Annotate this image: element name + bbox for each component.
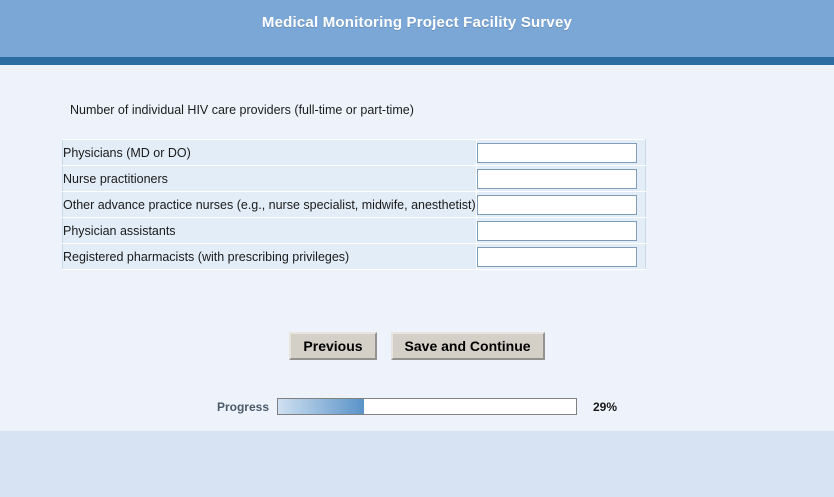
progress-section [0,398,834,415]
row-label: Nurse practitioners [63,166,477,192]
row-label: Registered pharmacists (with prescribing privileges) [63,244,477,270]
table-row [63,244,646,270]
row-field-cell [476,166,645,192]
row-field-cell [476,140,645,166]
page-header [0,0,834,57]
physicians-input[interactable] [477,143,637,163]
row-field-cell [476,192,645,218]
form-actions [0,332,834,360]
advance-practice-nurses-input[interactable] [477,195,637,215]
progress-bar-fill [278,399,364,414]
table-row [63,192,646,218]
row-field-cell [476,218,645,244]
physician-assistants-input[interactable] [477,221,637,241]
progress-label: Progress [216,399,269,414]
survey-content [0,65,834,431]
row-label: Other advance practice nurses (e.g., nurse specialist, midwife, anesthetist) [63,192,477,218]
save-and-continue-button[interactable]: Save and Continue [391,332,545,360]
header-divider [0,57,834,65]
page-title: Medical Monitoring Project Facility Survey [261,14,573,31]
nurse-practitioners-input[interactable] [477,169,637,189]
page-footer [0,431,834,497]
row-label: Physician assistants [63,218,477,244]
progress-percent: 29% [593,399,618,414]
table-row [63,218,646,244]
table-row [63,166,646,192]
provider-counts-table [62,139,646,270]
previous-button[interactable]: Previous [289,332,376,360]
table-row [63,140,646,166]
row-label: Physicians (MD or DO) [63,140,477,166]
progress-bar [277,398,577,415]
registered-pharmacists-input[interactable] [477,247,637,267]
row-field-cell [476,244,645,270]
question-text: Number of individual HIV care providers (full-time or part-time) [70,103,414,117]
